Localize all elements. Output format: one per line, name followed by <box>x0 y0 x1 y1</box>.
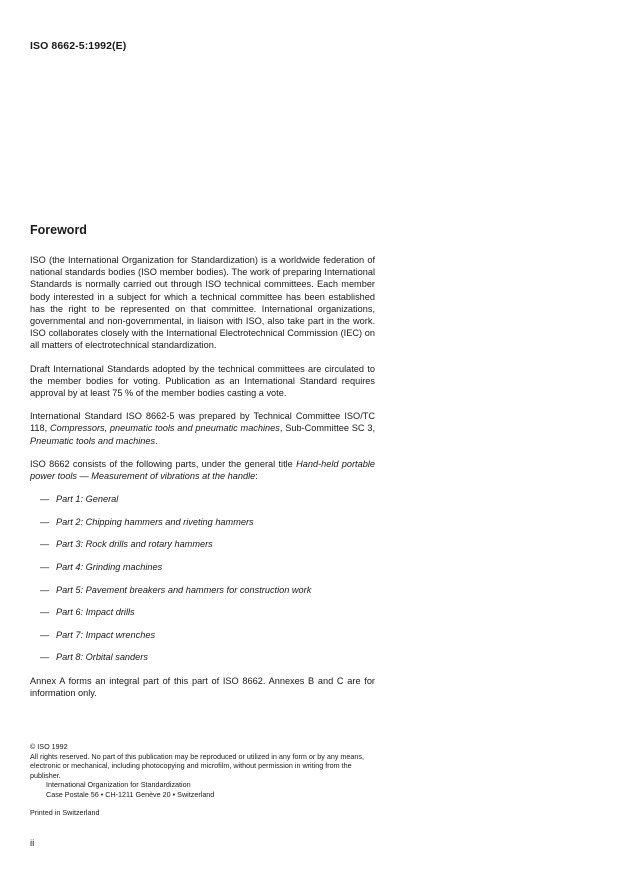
list-item <box>30 561 375 573</box>
parts-list <box>30 493 375 663</box>
organization-name: International Organization for Standardization <box>46 780 191 790</box>
paragraph-annexes: Annex A forms an integral part of this part of ISO 8662. Annexes B and C are for information only. <box>30 675 375 698</box>
rights-notice: All rights reserved. No part of this publication may be reproduced or utilized in any form or by any means, electronic or mechanical, including photocopying and microfilm, without permission in writing from the publisher. <box>30 751 364 780</box>
dash: — <box>40 562 50 573</box>
part-label: Part 1: General <box>56 494 119 505</box>
copyright-block <box>30 742 380 817</box>
part-label: Part 4: Grinding machines <box>56 562 163 573</box>
paragraph-iso-intro: ISO (the International Organization for Standardization) is a worldwide federation of national standards bodies (ISO member bodies). The work of preparing International Standards is normally carried out through ISO technical committees. Each member body interested in a subject for which a technical committee has been established has the right to be represented on that committee. International organizations, governmental and non-governmental, in liaison with ISO, also take part in the work. ISO collaborates closely with the International Electrotechnical Commission (IEC) on all matters of electrotechnical standardization. <box>30 255 375 351</box>
text: : <box>255 471 258 482</box>
dash: — <box>40 539 50 550</box>
list-item <box>30 606 375 618</box>
dash: — <box>40 629 50 640</box>
dash: — <box>40 584 50 595</box>
part-label: Part 7: Impact wrenches <box>56 629 156 640</box>
paragraph-draft-standards: Draft International Standards adopted by the technical committees are circulated to the member bodies for voting. Publication as an International Standard requires approval by at least 75 % of the member bodies casting a vote. <box>30 363 375 399</box>
list-item <box>30 651 375 663</box>
list-item <box>30 516 375 528</box>
dash: — <box>40 652 50 663</box>
organization-address: Case Postale 56 • CH-1211 Genève 20 • Switzerland <box>46 789 215 799</box>
subcommittee-title: Pneumatic tools and machines <box>30 435 156 446</box>
list-item <box>30 538 375 550</box>
paragraph-parts-intro <box>30 458 375 482</box>
general-title: Hand-held portable power tools — Measurement of vibrations at the handle <box>30 458 375 482</box>
text: , Sub-Committee SC 3, <box>279 423 375 434</box>
list-item <box>30 629 375 641</box>
printed-in: Printed in Switzerland <box>30 807 100 817</box>
paragraph-prepared-by <box>30 410 375 447</box>
dash: — <box>40 516 50 527</box>
page-number: ii <box>30 838 35 849</box>
copyright-line: © ISO 1992 <box>30 742 68 751</box>
text: International Standard ISO 8662-5 was prepared by Technical Committee ISO/TC 118, <box>30 411 375 434</box>
part-label: Part 3: Rock drills and rotary hammers <box>56 539 213 550</box>
text: ISO 8662 consists of the following parts, under the general title <box>30 458 297 469</box>
dash: — <box>40 494 50 505</box>
part-label: Part 8: Orbital sanders <box>56 652 148 663</box>
committee-title: Compressors, pneumatic tools and pneumatic machines <box>49 423 280 434</box>
foreword-body <box>30 254 375 710</box>
document-code: ISO 8662-5:1992(E) <box>30 40 127 52</box>
text: . <box>155 435 158 446</box>
part-label: Part 5: Pavement breakers and hammers for construction work <box>56 584 312 595</box>
part-label: Part 2: Chipping hammers and riveting hammers <box>56 516 254 527</box>
list-item <box>30 493 375 505</box>
list-item <box>30 584 375 596</box>
page-title: Foreword <box>30 223 87 237</box>
dash: — <box>40 607 50 618</box>
part-label: Part 6: Impact drills <box>56 607 135 618</box>
